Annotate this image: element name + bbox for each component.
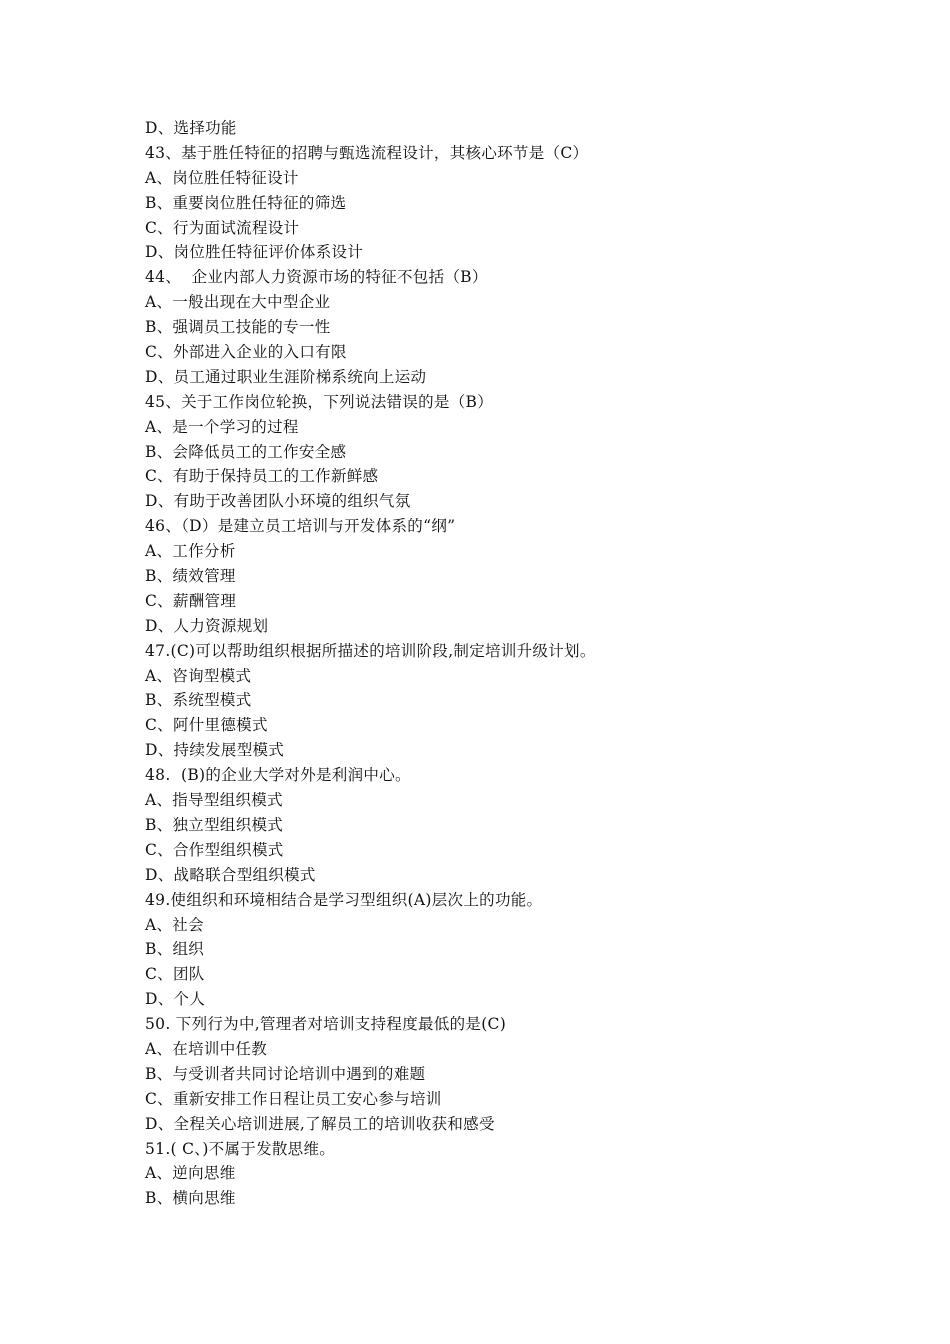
text-line: A、工作分析 (145, 542, 236, 561)
text-line: B、组织 (145, 940, 205, 959)
text-line: A、在培训中任教 (145, 1039, 268, 1058)
text-line: B、绩效管理 (145, 567, 236, 586)
text-line: B、系统型模式 (145, 691, 252, 710)
text-line: A、是一个学习的过程 (145, 417, 299, 436)
text-line: D、人力资源规划 (145, 616, 269, 635)
text-line: B、独立型组织模式 (145, 815, 284, 834)
text-line: A、指导型组织模式 (145, 791, 283, 810)
text-line: A、逆向思维 (145, 1164, 236, 1183)
text-line: 50. 下列行为中,管理者对培训支持程度最低的是(C) (145, 1015, 507, 1034)
text-line: D、个人 (145, 990, 206, 1009)
text-line: B、强调员工技能的专一性 (145, 318, 331, 337)
text-line: D、岗位胜任特征评价体系设计 (145, 243, 364, 262)
text-line: C、有助于保持员工的工作新鲜感 (145, 467, 379, 486)
text-line: 44、 企业内部人力资源市场的特征不包括（B） (145, 268, 488, 287)
text-line: 46、（D）是建立员工培训与开发体系的“纲” (145, 517, 456, 536)
text-line: D、全程关心培训进展,了解员工的培训收获和感受 (145, 1114, 495, 1133)
text-line: B、横向思维 (145, 1189, 236, 1208)
text-line: C、阿什里德模式 (145, 716, 268, 735)
text-line: 43、基于胜任特征的招聘与甄选流程设计，其核心环节是（C） (145, 143, 589, 162)
text-line: C、行为面试流程设计 (145, 218, 300, 237)
text-line: A、社会 (145, 915, 204, 934)
text-line: 48. (B)的企业大学对外是利润中心。 (145, 766, 411, 785)
text-line: C、外部进入企业的入口有限 (145, 343, 347, 362)
text-line: A、咨询型模式 (145, 666, 252, 685)
text-line: 51.( C、)不属于发散思维。 (145, 1139, 336, 1158)
text-line: 49.使组织和环境相结合是学习型组织(A)层次上的功能。 (145, 890, 543, 909)
text-line: D、有助于改善团队小环境的组织气氛 (145, 492, 411, 511)
text-line: C、薪酬管理 (145, 591, 237, 610)
text-line: D、持续发展型模式 (145, 741, 285, 760)
text-line: D、员工通过职业生涯阶梯系统向上运动 (145, 367, 427, 386)
text-line: B、重要岗位胜任特征的筛选 (145, 193, 347, 212)
question-list (145, 116, 865, 1211)
text-line: D、战略联合型组织模式 (145, 865, 316, 884)
text-line: D、选择功能 (145, 119, 237, 137)
text-line: A、岗位胜任特征设计 (145, 168, 299, 187)
text-line: B、与受训者共同讨论培训中遇到的难题 (145, 1064, 426, 1083)
text-line: B、会降低员工的工作安全感 (145, 442, 347, 461)
text-line: 45、关于工作岗位轮换，下列说法错误的是（B） (145, 392, 494, 411)
text-line: C、重新安排工作日程让员工安心参与培训 (145, 1089, 442, 1108)
text-line: C、合作型组织模式 (145, 840, 284, 859)
text-line: A、一般出现在大中型企业 (145, 293, 331, 312)
text-line: C、团队 (145, 965, 205, 984)
text-line: 47.(C)可以帮助组织根据所描述的培训阶段,制定培训升级计划。 (145, 641, 596, 660)
